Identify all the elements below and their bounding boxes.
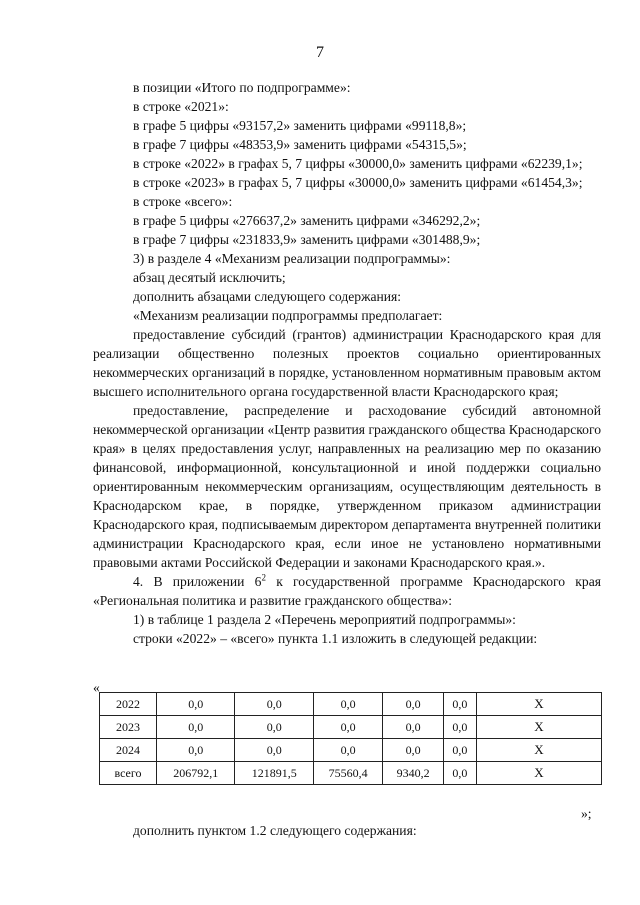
item-4-superscript: 2: [261, 572, 266, 583]
paragraph: в позиции «Итого по подпрограмме»:: [133, 80, 351, 95]
table-cell: 0,0: [157, 716, 235, 739]
table-cell: всего: [100, 762, 157, 785]
table-cell: X: [477, 693, 602, 716]
paragraph: абзац десятый исключить;: [133, 270, 286, 285]
paragraph: в графе 5 цифры «93157,2» заменить цифрами «99118,8»;: [133, 118, 467, 133]
table-cell: 0,0: [157, 693, 235, 716]
table-row: [100, 716, 602, 739]
table-cell: 0,0: [383, 739, 443, 762]
table-cell: X: [477, 739, 602, 762]
table-cell: 0,0: [383, 716, 443, 739]
table-cell: 2023: [100, 716, 157, 739]
paragraph: «Механизм реализации подпрограммы предполагает:: [133, 308, 443, 323]
table-cell: 75560,4: [313, 762, 382, 785]
table-cell: 0,0: [443, 739, 476, 762]
table-cell: X: [477, 716, 602, 739]
paragraph: дополнить абзацами следующего содержания:: [133, 289, 402, 304]
table-cell: 2024: [100, 739, 157, 762]
subsidy-table: [99, 692, 602, 785]
table-cell: 0,0: [313, 693, 382, 716]
table-cell: 0,0: [157, 739, 235, 762]
table-cell: 2022: [100, 693, 157, 716]
table-cell: 0,0: [443, 762, 476, 785]
table-cell: 0,0: [313, 716, 382, 739]
item-4-after: к государственной программе Краснодарского края «Региональная политика и развитие гражданского общества»:: [93, 574, 601, 608]
table-cell: 0,0: [235, 716, 313, 739]
page-number: 7: [316, 44, 324, 61]
paragraph: в графе 5 цифры «276637,2» заменить цифрами «346292,2»;: [133, 213, 481, 228]
paragraph: 1) в таблице 1 раздела 2 «Перечень мероприятий подпрограммы»:: [133, 612, 516, 627]
table-cell: 121891,5: [235, 762, 313, 785]
quote-close: »;: [581, 806, 592, 821]
paragraph: 3) в разделе 4 «Механизм реализации подпрограммы»:: [133, 251, 451, 266]
table-cell: 206792,1: [157, 762, 235, 785]
table-cell: 0,0: [383, 693, 443, 716]
paragraph: предоставление субсидий (грантов) администрации Краснодарского края для реализации общественно полезных проектов социально ориентированных некоммерческих организаций в порядке, установленном нормативным правовым актом высшего исполнительного органа государственной власти Краснодарского края;: [93, 327, 601, 399]
table-cell: 0,0: [443, 693, 476, 716]
table-cell: 0,0: [443, 716, 476, 739]
paragraph: в строке «всего»:: [133, 194, 233, 209]
table-row: [100, 762, 602, 785]
paragraph: предоставление, распределение и расходование субсидий автономной некоммерческой организации «Центр развития гражданского общества Краснодарского края» в целях предоставления услуг, направленных на реализацию мер по оказанию финансовой, информационной, консультационной и иной поддержки социально ориентированным некоммерческим организациям, осуществляющим деятельность в Краснодарском крае, в порядке, утвержденном приказом администрации Краснодарского края, подписываемым директором департамента внутренней политики администрации Краснодарского края, если иное не установлено нормативными правовыми актами Российской Федерации и законами Краснодарского края.».: [93, 403, 601, 570]
table-cell: 9340,2: [383, 762, 443, 785]
paragraph: в строке «2023» в графах 5, 7 цифры «30000,0» заменить цифрами «61454,3»;: [133, 175, 583, 190]
table-cell: 0,0: [235, 739, 313, 762]
paragraph: строки «2022» – «всего» пункта 1.1 изложить в следующей редакции:: [133, 631, 538, 646]
table-cell: 0,0: [313, 739, 382, 762]
item-4-before: 4. В приложении 6: [133, 574, 262, 589]
table-row: [100, 693, 602, 716]
closing-paragraph: дополнить пунктом 1.2 следующего содержания:: [133, 823, 417, 838]
table-cell: 0,0: [235, 693, 313, 716]
paragraph: в строке «2022» в графах 5, 7 цифры «30000,0» заменить цифрами «62239,1»;: [133, 156, 583, 171]
item-4-paragraph: [93, 572, 601, 610]
paragraph: в графе 7 цифры «48353,9» заменить цифрами «54315,5»;: [133, 137, 467, 152]
table-row: [100, 739, 602, 762]
table-cell: X: [477, 762, 602, 785]
paragraph: в строке «2021»:: [133, 99, 229, 114]
document-body: [93, 78, 601, 648]
paragraph: в графе 7 цифры «231833,9» заменить цифрами «301488,9»;: [133, 232, 481, 247]
quote-open: «: [93, 680, 100, 695]
